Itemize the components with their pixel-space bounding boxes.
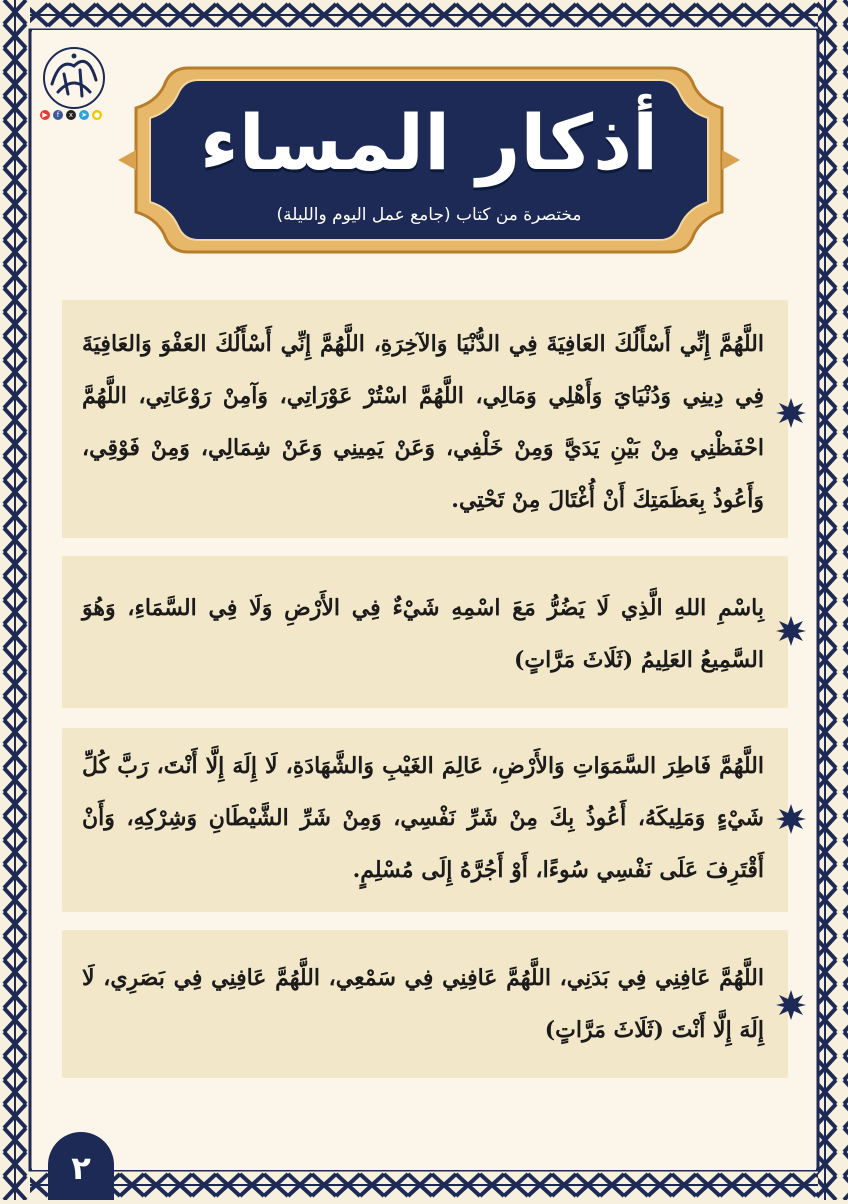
dhikr-card xyxy=(62,728,788,912)
dhikr-card xyxy=(62,556,788,708)
calligraphy-logo xyxy=(38,44,110,116)
facebook-icon[interactable]: f xyxy=(53,110,63,120)
dhikr-text: اللَّهُمَّ إِنِّي أَسْأَلُكَ العَافِيَةَ فِي الدُّنْيَا وَالآخِرَةِ، اللَّهُمَّ إِنِّي أَسْأَلُكَ العَفْوَ وَالعَافِيَةَ فِي دِينِي وَدُنْيَايَ وَأَهْلِي وَمَالِي، اللَّهُمَّ اسْتُرْ عَوْرَاتِي، وَآمِنْ رَوْعَاتِي، اللَّهُمَّ احْفَظْنِي مِنْ بَيْنِ يَدَيَّ وَمِنْ خَلْفِي، وَعَنْ يَمِينِي وَعَنْ شِمَالِي، وَمِنْ فَوْقِي، وَأَعُوذُ بِعَظَمَتِكَ أَنْ أُغْتَالَ مِنْ تَحْتِي. xyxy=(82,331,764,513)
star-ornament-icon xyxy=(776,990,806,1020)
dhikr-text: اللَّهُمَّ فَاطِرَ السَّمَوَاتِ وَالأَرْضِ، عَالِمَ الغَيْبِ وَالشَّهَادَةِ، لَا إِلَهَ إِلَّا أَنْتَ، رَبَّ كُلِّ شَيْءٍ وَمَلِيكَهُ، أَعُوذُ بِكَ مِنْ شَرِّ نَفْسِي، وَمِنْ شَرِّ الشَّيْطَانِ وَشِرْكِهِ، وَأَنْ أَقْتَرِفَ عَلَى نَفْسِي سُوءًا، أَوْ أَجُرَّهُ إِلَى مُسْلِمٍ. xyxy=(82,753,764,883)
dhikr-card xyxy=(62,930,788,1078)
dhikr-text: بِاسْمِ اللهِ الَّذِي لَا يَضُرُّ مَعَ اسْمِهِ شَيْءٌ فِي الأَرْضِ وَلَا فِي السَّمَاءِ، وَهُوَ السَّمِيعُ العَلِيمُ (ثَلَاثَ مَرَّاتٍ) xyxy=(82,595,764,673)
star-ornament-icon xyxy=(776,804,806,834)
telegram-icon[interactable]: ➤ xyxy=(79,110,89,120)
star-ornament-icon xyxy=(776,616,806,646)
page-title: أذكار المساء xyxy=(199,98,659,187)
social-links xyxy=(40,110,102,120)
dhikr-text: اللَّهُمَّ عَافِنِي فِي بَدَنِي، اللَّهُمَّ عَافِنِي فِي سَمْعِي، اللَّهُمَّ عَافِنِي فِي بَصَرِي، لَا إِلَهَ إِلَّا أَنْتَ (ثَلَاثَ مَرَّاتٍ) xyxy=(82,965,764,1043)
star-ornament-icon xyxy=(776,398,806,428)
dhikr-card xyxy=(62,300,788,538)
page-number: ٢ xyxy=(48,1132,114,1200)
page-subtitle: مختصرة من كتاب (جامع عمل اليوم والليلة) xyxy=(276,205,582,225)
x-icon[interactable]: x xyxy=(66,110,76,120)
snapchat-icon[interactable]: ● xyxy=(93,111,101,119)
youtube-icon[interactable]: ▶ xyxy=(40,110,50,120)
